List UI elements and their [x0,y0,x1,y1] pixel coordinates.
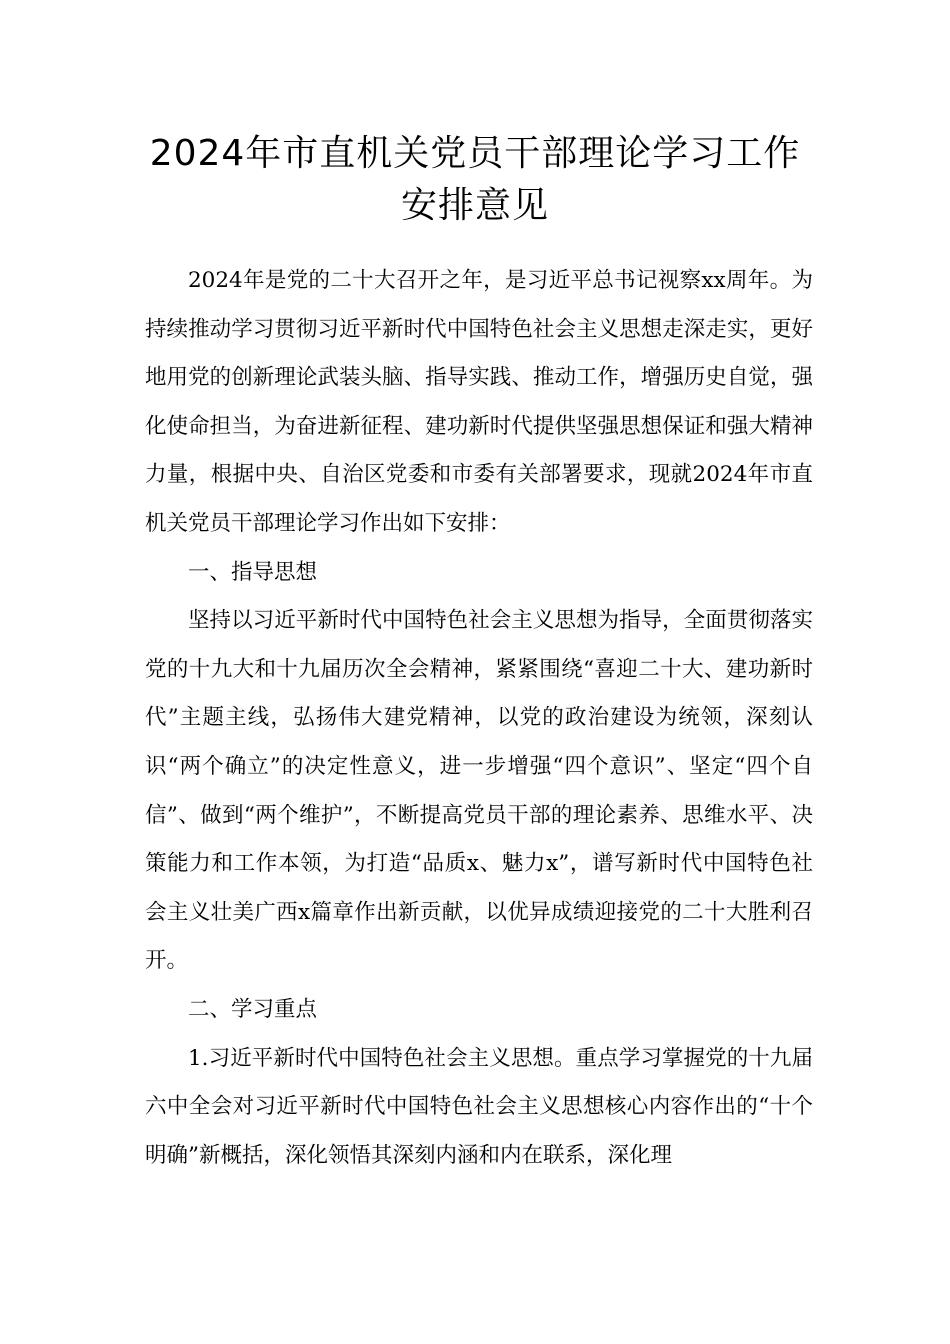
section-heading-guiding-ideology: 一、指导思想 [188,559,318,585]
intro-paragraph: 2024年是党的二十大召开之年，是习近平总书记视察xx周年。为持续推动学习贯彻习近平新时代中国特色社会主义思想走深走实，更好地用党的创新理论武装头脑、指导实践、推动工作，增强历史自觉，强化使命担当，为奋进新征程、建功新时代提供坚强思想保证和强大精神力量，根据中央、自治区党委和市委有关部署要求，现就2024年市直机关党员干部理论学习作出如下安排： [145,268,813,536]
document-title-line-2: 安排意见 [400,185,549,226]
document-title [0,128,950,232]
guiding-ideology-paragraph: 坚持以习近平新时代中国特色社会主义思想为指导，全面贯彻落实党的十九大和十九届历次全会精神，紧紧围绕“喜迎二十大、建功新时代”主题主线，弘扬伟大建党精神，以党的政治建设为统领，深刻认识“两个确立”的决定性意义，进一步增强“四个意识”、坚定“四个自信”、做到“两个维护”，不断提高党员干部的理论素养、思维水平、决策能力和工作本领，为打造“品质x、魅力x”，谱写新时代中国特色社会主义壮美广西x篇章作出新贡献，以优异成绩迎接党的二十大胜利召开。 [145,608,813,974]
section-heading-study-focus: 二、学习重点 [188,996,318,1022]
document-body [145,257,813,1180]
document-title-line-1: 2024年市直机关党员干部理论学习工作 [149,133,801,174]
study-focus-item-1: 1.习近平新时代中国特色社会主义思想。重点学习掌握党的十九届六中全会对习近平新时代中国特色社会主义思想核心内容作出的“十个明确”新概括，深化领悟其深刻内涵和内在联系，深化理 [145,1045,813,1168]
